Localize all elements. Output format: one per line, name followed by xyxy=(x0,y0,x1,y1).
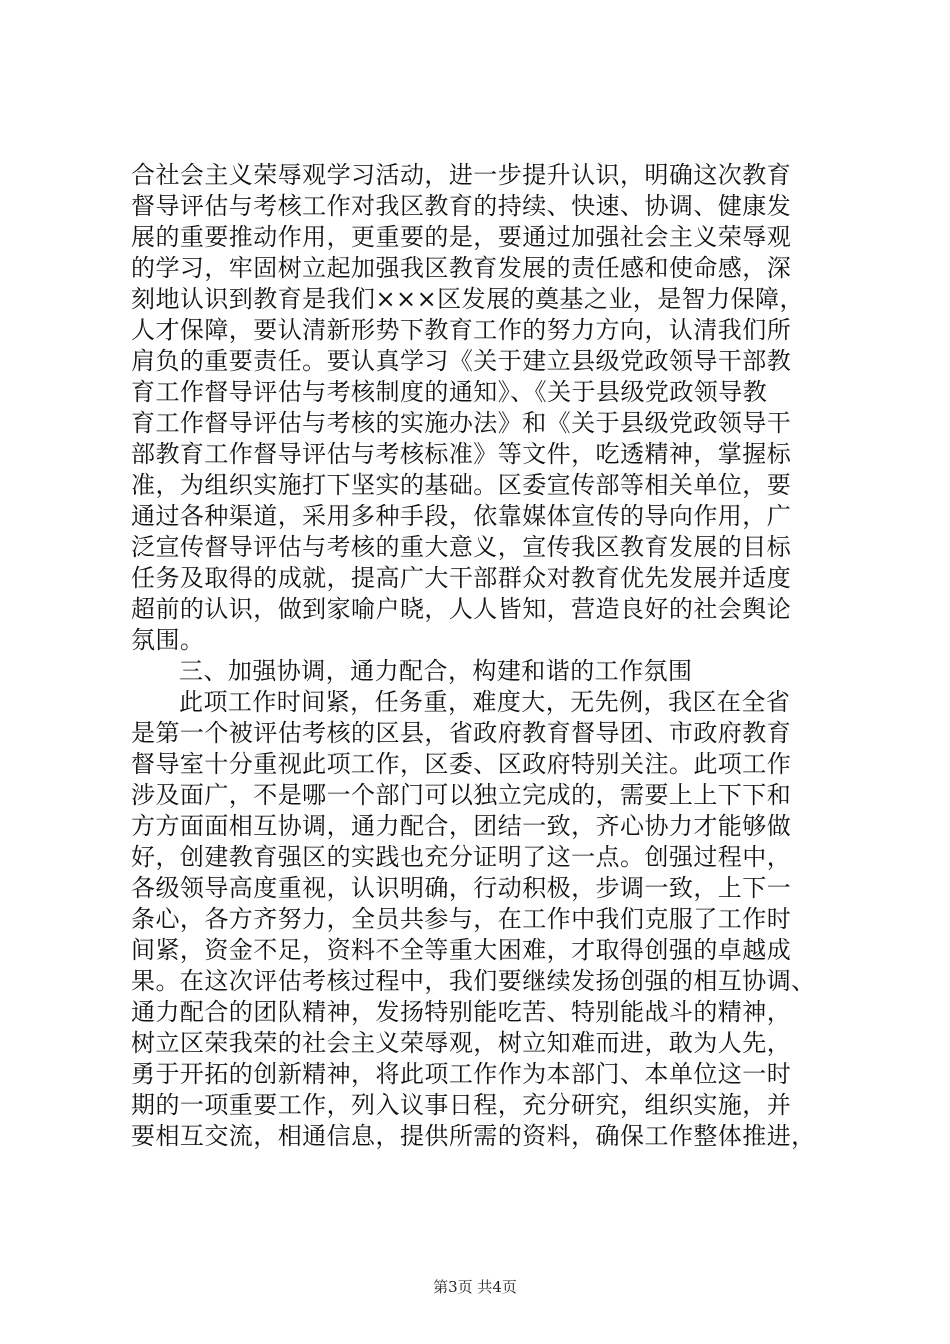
text-line: 育工作督导评估与考核制度的通知》、《关于县级党政领导教 xyxy=(131,378,768,406)
text-line: 合社会主义荣辱观学习活动，进一步提升认识，明确这次教育 xyxy=(131,161,792,189)
text-line: 人才保障，要认清新形势下教育工作的努力方向，认清我们所 xyxy=(131,316,792,344)
text-line: 通力配合的团队精神，发扬特别能吃苦、特别能战斗的精神， xyxy=(131,998,792,1026)
text-line: 泛宣传督导评估与考核的重大意义，宣传我区教育发展的目标 xyxy=(131,533,792,561)
text-line: 督导室十分重视此项工作，区委、区政府特别关注。此项工作 xyxy=(131,750,792,778)
text-line: 树立区荣我荣的社会主义荣辱观，树立知难而进，敢为人先， xyxy=(131,1029,792,1057)
text-line: 氛围。 xyxy=(131,626,205,654)
text-line: 是第一个被评估考核的区县，省政府教育督导团、市政府教育 xyxy=(131,719,792,747)
text-line: 期的一项重要工作，列入议事日程，充分研究，组织实施，并 xyxy=(131,1091,792,1119)
text-line: 条心，各方齐努力，全员共参与，在工作中我们克服了工作时 xyxy=(131,905,792,933)
text-line: 超前的认识，做到家喻户晓，人人皆知，营造良好的社会舆论 xyxy=(131,595,792,623)
text-line: 的学习，牢固树立起加强我区教育发展的责任感和使命感，深 xyxy=(131,254,792,282)
text-line: 间紧，资金不足，资料不全等重大困难，才取得创强的卓越成 xyxy=(131,936,792,964)
section-heading: 三、加强协调，通力配合，构建和谐的工作氛围 xyxy=(179,657,693,685)
page-number-footer: 第3页 共4页 xyxy=(433,1278,517,1296)
text-line: 果。在这次评估考核过程中，我们要继续发扬创强的相互协调、 xyxy=(131,967,816,995)
text-line: 勇于开拓的创新精神，将此项工作作为本部门、本单位这一时 xyxy=(131,1060,792,1088)
text-line: 要相互交流，相通信息，提供所需的资料，确保工作整体推进， xyxy=(131,1122,816,1150)
text-line: 督导评估与考核工作对我区教育的持续、快速、协调、健康发 xyxy=(131,192,792,220)
text-line: 肩负的重要责任。要认真学习《关于建立县级党政领导干部教 xyxy=(131,347,792,375)
text-line: 各级领导高度重视，认识明确，行动积极，步调一致，上下一 xyxy=(131,874,792,902)
paragraph-first-line: 此项工作时间紧，任务重，难度大，无先例，我区在全省 xyxy=(179,688,791,716)
text-line: 方方面面相互协调，通力配合，团结一致，齐心协力才能够做 xyxy=(131,812,792,840)
text-line: 部教育工作督导评估与考核标准》等文件，吃透精神，掌握标 xyxy=(131,440,792,468)
text-line: 通过各种渠道，采用多种手段，依靠媒体宣传的导向作用，广 xyxy=(131,502,792,530)
document-body xyxy=(131,160,851,1152)
text-line: 涉及面广，不是哪一个部门可以独立完成的，需要上上下下和 xyxy=(131,781,792,809)
text-line: 育工作督导评估与考核的实施办法》和《关于县级党政领导干 xyxy=(131,409,792,437)
text-line: 好，创建教育强区的实践也充分证明了这一点。创强过程中， xyxy=(131,843,792,871)
text-line: 展的重要推动作用，更重要的是，要通过加强社会主义荣辱观 xyxy=(131,223,792,251)
text-line: 刻地认识到教育是我们×××区发展的奠基之业，是智力保障， xyxy=(131,285,804,313)
text-line: 任务及取得的成就，提高广大干部群众对教育优先发展并适度 xyxy=(131,564,792,592)
text-line: 准，为组织实施打下坚实的基础。区委宣传部等相关单位，要 xyxy=(131,471,792,499)
